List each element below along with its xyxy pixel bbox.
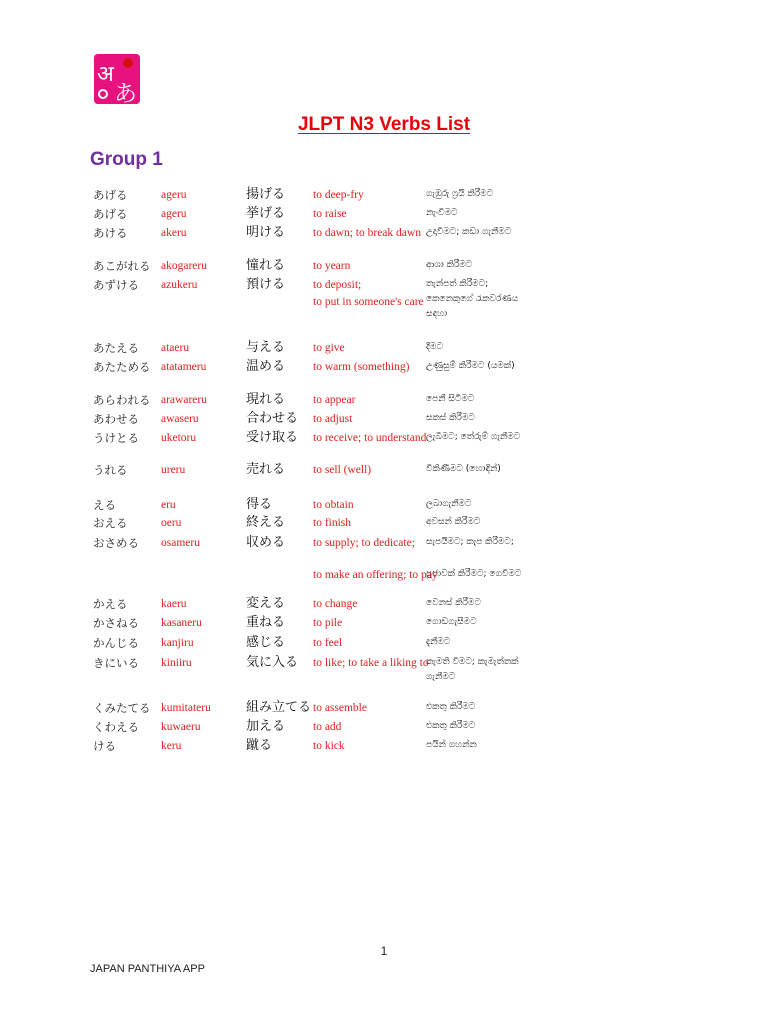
verb-romaji: uketoru [161,432,197,444]
verb-kana: おえる [93,516,128,530]
verb-sinhala: ආශා කිරීමට [426,260,473,270]
verb-kana: あげる [93,188,128,202]
verb-row [0,411,768,431]
verb-row [0,462,768,482]
verb-sinhala: එකතු කිරීමට [426,702,476,712]
page-number: 1 [380,944,388,958]
verb-row [0,535,768,581]
verb-english: to receive; to understand [313,432,427,444]
verb-kanji: 受け取る [246,430,299,445]
verb-english: to warm (something) [313,361,410,373]
verb-english: to give [313,342,345,354]
verb-english: to appear [313,394,356,406]
verb-kana: かさねる [93,616,139,630]
verb-romaji: kumitateru [161,702,211,714]
verb-kanji: 揚げる [246,187,286,202]
verb-english: to deep-fry [313,189,364,201]
verb-english: to sell (well) [313,464,372,476]
verb-english: to supply; to dedicate; [313,537,415,549]
verb-sinhala: පෙනී සිටීමට [426,394,475,404]
verb-romaji: atatameru [161,361,207,373]
verb-romaji: kuwaeru [161,721,201,733]
app-logo [94,54,140,104]
verb-kanji: 合わせる [246,411,299,426]
verb-romaji: ageru [161,189,187,201]
verb-kana: きにいる [93,656,139,670]
svg-text:अ: अ [97,62,114,87]
verb-sinhala: සැපයීමට; කැප කිරීමට; [426,537,514,547]
verb-english: to like; to take a liking to [313,657,429,669]
verb-sinhala: පයින් ගහන්න [426,740,477,750]
verb-kana: くみたてる [93,701,151,715]
verb-kana: あずける [93,278,139,292]
verb-romaji: keru [161,740,182,752]
footer-app-name: JAPAN PANTHIYA APP [90,963,205,975]
verb-english: to assemble [313,702,367,714]
verb-romaji: oeru [161,517,182,529]
verb-romaji: awaseru [161,413,199,425]
verb-kana: あらわれる [93,393,151,407]
verb-row [0,225,768,245]
verb-english: to yearn [313,260,351,272]
verb-english: to raise [313,208,347,220]
verb-sinhala: දීමට [426,342,443,352]
verb-kanji: 重ねる [246,615,286,630]
verb-kanji: 温める [246,359,286,374]
verb-kanji: 蹴る [246,738,273,753]
verb-english: to add [313,721,342,733]
verb-row [0,430,768,450]
verb-row [0,635,768,655]
verb-sinhala: වෙනස් කිරීමට [426,598,481,608]
verb-sinhala: නැංවීමට [426,208,458,218]
verb-english-continued: to put in someone's care [313,296,424,308]
verb-row [0,187,768,207]
verb-romaji: kanjiru [161,637,194,649]
verb-kanji: 終える [246,515,286,530]
verb-kana: あげる [93,207,128,221]
verb-romaji: arawareru [161,394,207,406]
verb-sinhala: ගොඩගැසීමට [426,617,477,627]
verb-row [0,392,768,412]
verb-sinhala: සකස් කිරීමට [426,413,475,423]
verb-english: to pile [313,617,343,629]
verb-sinhala: අවසන් කිරීමට [426,517,481,527]
verb-row [0,655,768,682]
verb-kanji: 感じる [246,635,286,650]
verb-row [0,700,768,720]
verb-kana: うけとる [93,431,139,445]
verb-row [0,359,768,379]
verb-sinhala: කැමති වීමට; කැමැත්තක් ගැනීමට [426,657,519,682]
verb-english: to kick [313,740,345,752]
verb-romaji: azukeru [161,279,198,291]
verb-row [0,277,768,319]
verb-kana: かえる [93,597,128,611]
verb-row [0,615,768,635]
verb-kana: かんじる [93,636,139,650]
verb-row [0,719,768,739]
verb-english: to obtain [313,499,354,511]
verb-kanji: 憧れる [246,258,286,273]
verb-sinhala: එකතු කිරීමට [426,721,476,731]
verb-romaji: ataeru [161,342,190,354]
verb-kanji: 変える [246,596,286,611]
verb-romaji: ageru [161,208,187,220]
verb-sinhala: ලබාගැනීමට [426,499,472,509]
verb-romaji: kasaneru [161,617,202,629]
verb-sinhala: උදාවීමට; කඩා ගැනීමට [426,227,512,237]
verb-romaji: kiniiru [161,657,192,669]
verb-sinhala: විකිණීමට (හොඳින්) [426,464,501,474]
verb-kana: くわえる [93,720,139,734]
verb-kanji: 現れる [246,392,286,407]
verb-kana: うれる [93,463,128,477]
verb-english: to dawn; to break dawn [313,227,421,239]
verb-row [0,206,768,226]
verb-kanji: 売れる [246,462,286,477]
verb-row [0,738,768,758]
verb-english-continued: to make an offering; to pay [313,569,438,581]
verb-english: to finish [313,517,352,529]
verb-kanji: 得る [246,497,273,512]
verb-romaji: eru [161,499,176,511]
verb-romaji: osameru [161,537,200,549]
verb-kanji: 収める [246,535,286,550]
verb-kana: あわせる [93,412,139,426]
verb-sinhala-continued: පූජාවක් කිරීමට; ගෙවීමට [426,569,522,579]
verb-row [0,258,768,278]
verb-kanji: 気に入る [246,655,299,670]
verb-kana: あたためる [93,360,151,374]
verb-row [0,515,768,535]
verb-kanji: 明ける [246,225,286,240]
group-heading: Group 1 [90,149,163,170]
verb-romaji: akeru [161,227,187,239]
verb-kanji: 預ける [246,277,286,292]
verb-row [0,497,768,517]
verb-kanji: 与える [246,340,286,355]
verb-kana: おさめる [93,536,139,550]
verb-sinhala: ලැබීමට; තේරුම් ගැනීමට [426,432,521,442]
verb-romaji: ureru [161,464,186,476]
verb-sinhala: ගැඹුරු ෆ්‍රයි කිරීමට [426,189,494,199]
verb-sinhala: තැන්පත් කිරීමට; කෙනෙකුගේ රැකවරණය සඳහා [426,279,519,319]
verb-kana: える [93,498,116,512]
verb-english: to change [313,598,358,610]
verb-kana: あこがれる [93,259,151,273]
verb-row [0,596,768,616]
verb-kanji: 組み立てる [246,700,312,715]
verb-kana: あける [93,226,128,240]
verb-kana: ける [93,739,116,753]
verb-kanji: 加える [246,719,286,734]
document-title: JLPT N3 Verbs List [297,114,471,135]
verb-sinhala: දැනීමට [426,637,451,647]
verb-row [0,340,768,360]
verb-english: to deposit; [313,279,362,291]
verb-english: to adjust [313,413,353,425]
verb-romaji: akogareru [161,260,207,272]
verb-sinhala: උණුසුම් කිරීමට (යමක්) [426,361,515,371]
logo-glyph: あ [114,81,137,104]
verb-kana: あたえる [93,341,139,355]
verb-kanji: 挙げる [246,206,286,221]
verb-romaji: kaeru [161,598,187,610]
verb-english: to feel [313,637,343,649]
